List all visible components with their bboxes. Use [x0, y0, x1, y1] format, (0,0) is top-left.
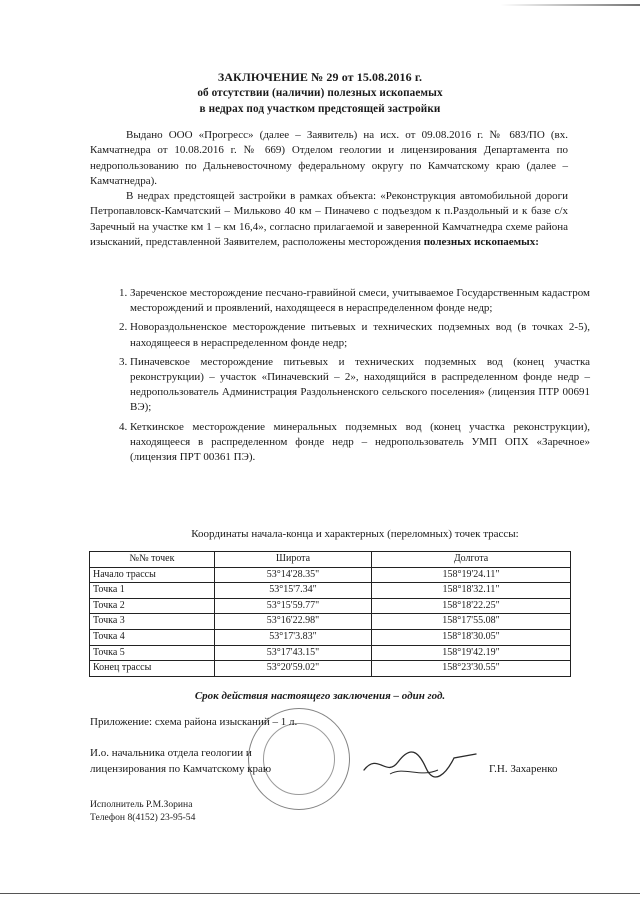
- cell-longitude: 158°18'32.11": [372, 583, 571, 599]
- coordinates-table: [89, 551, 571, 677]
- handwritten-signature: [360, 744, 480, 784]
- cell-point: Точка 1: [90, 583, 215, 599]
- signer-name: Г.Н. Захаренко: [489, 763, 558, 775]
- table-row: [90, 645, 571, 661]
- cell-latitude: 53°20'59.02": [215, 661, 372, 677]
- cell-latitude: 53°15'59.77": [215, 598, 372, 614]
- table-row: [90, 598, 571, 614]
- cell-latitude: 53°17'43.15": [215, 645, 372, 661]
- cell-point: Точка 5: [90, 645, 215, 661]
- document-title: ЗАКЛЮЧЕНИЕ № 29 от 15.08.2016 г.: [217, 70, 423, 84]
- deposit-item: 1. Зареченское месторождение песчано-гравийной смеси, учитываемое Государственным кадастром месторождений и проявлений, находящееся в нераспределенном фонде недр;: [130, 286, 590, 316]
- cell-longitude: 158°18'22.25": [372, 598, 571, 614]
- cell-point: Точка 2: [90, 598, 215, 614]
- cell-point: Точка 4: [90, 629, 215, 645]
- cell-longitude: 158°17'55.08": [372, 614, 571, 630]
- cell-longitude: 158°23'30.55": [372, 661, 571, 677]
- table-row: [90, 614, 571, 630]
- cell-latitude: 53°17'3.83": [215, 629, 372, 645]
- stamp-inner-ring: [263, 723, 335, 795]
- deposit-item: 3. Пиначевское месторождение питьевых и технических подземных вод (конец участка реконструкции) – участок «Пиначевский – 2», находящийся в распределенном фонде недр – недропользователь Администрация Раздольненского сельского поселения» (лицензия ПТР 00691 ВЭ);: [130, 355, 590, 416]
- validity-statement: Срок действия настоящего заключения – один год.: [194, 690, 446, 702]
- official-stamp-seal: [248, 708, 350, 810]
- cell-latitude: 53°16'22.98": [215, 614, 372, 630]
- header-point: №№ точек: [90, 552, 215, 568]
- cell-point: Начало трассы: [90, 567, 215, 583]
- cell-point: Конец трассы: [90, 661, 215, 677]
- table-header-row: [90, 552, 571, 568]
- findings-paragraph: [90, 189, 568, 251]
- footer-divider: [0, 893, 640, 894]
- document-subtitle-1: об отсутствии (наличии) полезных ископаемых: [197, 87, 443, 99]
- issuance-paragraph: Выдано ООО «Прогресс» (далее – Заявитель) на исх. от 09.08.2016 г. № 683/ПО (вх. Камчатнедра от 10.08.2016 г. № 669) Отделом геологии и лицензирования Департамента по недропользованию по Дальневосточному федеральному округу по Камчатскому краю (далее – Камчатнедра).: [90, 129, 568, 188]
- findings-text: В недрах предстоящей застройки в рамках объекта: «Реконструкция автомобильной дороги Петропавловск-Камчатский – Мильково 40 км – Пиначево с подъездом к п.Раздольный и к базе с/х Заречный на участке км 1 – км 16,4», согласно прилагаемой и заверенной Камчатнедра схеме района изысканий, представленной Заявителем, расположены месторождения: [90, 190, 568, 249]
- signatory-position-line2: лицензирования по Камчатскому краю: [90, 763, 272, 775]
- header-longitude: Долгота: [372, 552, 571, 568]
- executor-phone: Телефон 8(4152) 23-95-54: [90, 812, 196, 823]
- cell-longitude: 158°19'42.19": [372, 645, 571, 661]
- deposit-item: 2. Новораздольненское месторождение питьевых и технических подземных вод (в точках 2-5), находящееся в нераспределенном фонде недр;: [130, 320, 590, 350]
- cell-longitude: 158°18'30.05": [372, 629, 571, 645]
- cell-latitude: 53°14'28.35": [215, 567, 372, 583]
- cell-latitude: 53°15'7.34": [215, 583, 372, 599]
- executor-name: Исполнитель Р.М.Зорина: [90, 799, 193, 810]
- coords-intro: Координаты начала-конца и характерных (переломных) точек трассы:: [191, 528, 519, 540]
- attachment-note: Приложение: схема района изысканий – 1 л.: [90, 716, 298, 728]
- header-latitude: Широта: [215, 552, 372, 568]
- cell-longitude: 158°19'24.11": [372, 567, 571, 583]
- deposits-list: [112, 286, 590, 469]
- signatory-position-line1: И.о. начальника отдела геологии и: [90, 747, 252, 759]
- deposit-item: 4. Кеткинское месторождение минеральных подземных вод (конец участка реконструкции), находящееся в распределенном фонде недр – недропользователь УМП ОПХ «Заречное» (лицензия ПРТ 00361 ПЭ).: [130, 420, 590, 466]
- findings-bold-tail: полезных ископаемых:: [423, 236, 539, 249]
- table-row: [90, 567, 571, 583]
- cell-point: Точка 3: [90, 614, 215, 630]
- table-row: [90, 629, 571, 645]
- table-row: [90, 583, 571, 599]
- table-row: [90, 661, 571, 677]
- document-subtitle-2: в недрах под участком предстоящей застройки: [199, 103, 441, 115]
